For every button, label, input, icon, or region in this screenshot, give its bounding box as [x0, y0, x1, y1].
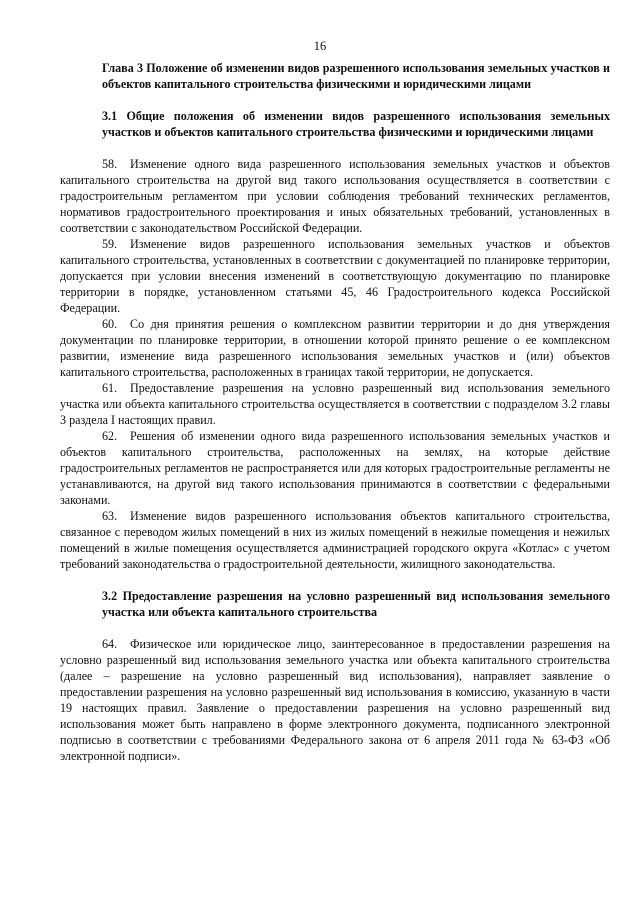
- chapter-heading-text: Глава 3 Положение об изменении видов разрешенного использования земельных участков и объектов капитального строительства физическими и юридическими лицами: [102, 61, 610, 91]
- paragraph-number: 61.: [102, 381, 118, 395]
- paragraph-number: 60.: [102, 317, 118, 331]
- paragraph-number: 58.: [102, 157, 118, 171]
- paragraph-text: Физическое или юридическое лицо, заинтересованное в предоставлении разрешения на условно разрешенный вид использования земельного участка или объекта капитального строительства (далее – разрешение на условно разрешенный вид использования), направляет заявление о предоставлении разрешения на условно разрешенный вид использования в комиссию, указанную в части 19 настоящих правил. Заявление о предоставлении разрешения на условно разрешенный вид использования может быть направлено в форме электронного документа, подписанного электронной подписью в соответствии с требованиями Федерального закона от 6 апреля 2011 года № 63-ФЗ «Об электронной подписи».: [60, 637, 610, 763]
- paragraph-text: Решения об изменении одного вида разрешенного использования земельных участков и объектов капитального строительства, расположенных на землях, на которые действие градостроительных регламентов не распространяется или для которых градостроительные регламенты не устанавливаются, на другой вид такого использования принимаются в соответствии с федеральными законами.: [60, 429, 610, 507]
- paragraph-number: 59.: [102, 237, 118, 251]
- paragraph-text: Изменение одного вида разрешенного использования земельных участков и объектов капитального строительства на другой вид такого использования осуществляется в соответствии с градостроительным регламентом при условии соблюдения требований технических регламентов, нормативов градостроительного проектирования и иных обязательных требований, установленных в соответствии с законодательством Российской Федерации.: [60, 157, 610, 235]
- section-heading-3-1-text: 3.1 Общие положения об изменении видов разрешенного использования земельных участков и объектов капитального строительства физическими и юридическими лицами: [102, 109, 610, 139]
- paragraph-number: 64.: [102, 637, 118, 651]
- paragraph-text: Изменение видов разрешенного использования объектов капитального строительства, связанное с переводом жилых помещений в них из жилых помещений в нежилые помещения и нежилых помещений в жилые помещения осуществляется администрацией городского округа «Котлас» с учетом требований законодательства о градостроительной деятельности, жилищного законодательства.: [60, 509, 610, 571]
- paragraph-number: 63.: [102, 509, 118, 523]
- paragraph-60: [60, 316, 610, 380]
- paragraph-62: [60, 428, 610, 508]
- page-content: [60, 60, 610, 764]
- paragraph-61: [60, 380, 610, 428]
- page-number: 16: [313, 39, 327, 53]
- section-heading-3-1: [60, 108, 610, 140]
- paragraph-63: [60, 508, 610, 572]
- chapter-heading: [60, 60, 610, 92]
- paragraph-59: [60, 236, 610, 316]
- paragraph-text: Предоставление разрешения на условно разрешенный вид использования земельного участка или объекта капитального строительства осуществляется в соответствии с подразделом 3.2 главы 3 раздела I настоящих правил.: [60, 381, 610, 427]
- paragraph-64: [60, 636, 610, 764]
- paragraph-number: 62.: [102, 429, 118, 443]
- paragraph-text: Изменение видов разрешенного использования земельных участков и объектов капитального строительства, установленных в соответствии с документацией по планировке территории, допускается при условии внесения изменений в соответствующую документацию по планировке территории в порядке, установленном статьями 45, 46 Градостроительного кодекса Российской Федерации.: [60, 237, 610, 315]
- paragraph-text: Со дня принятия решения о комплексном развитии территории и до дня утверждения документации по планировке территории, в отношении которой принято решение о ее комплексном развитии, изменение вида разрешенного использования земельных участков и (или) объектов капитального строительства, расположенных в границах такой территории, не допускается.: [60, 317, 610, 379]
- paragraph-58: [60, 156, 610, 236]
- section-heading-3-2-text: 3.2 Предоставление разрешения на условно разрешенный вид использования земельного участка или объекта капитального строительства: [102, 589, 610, 619]
- section-heading-3-2: [60, 588, 610, 620]
